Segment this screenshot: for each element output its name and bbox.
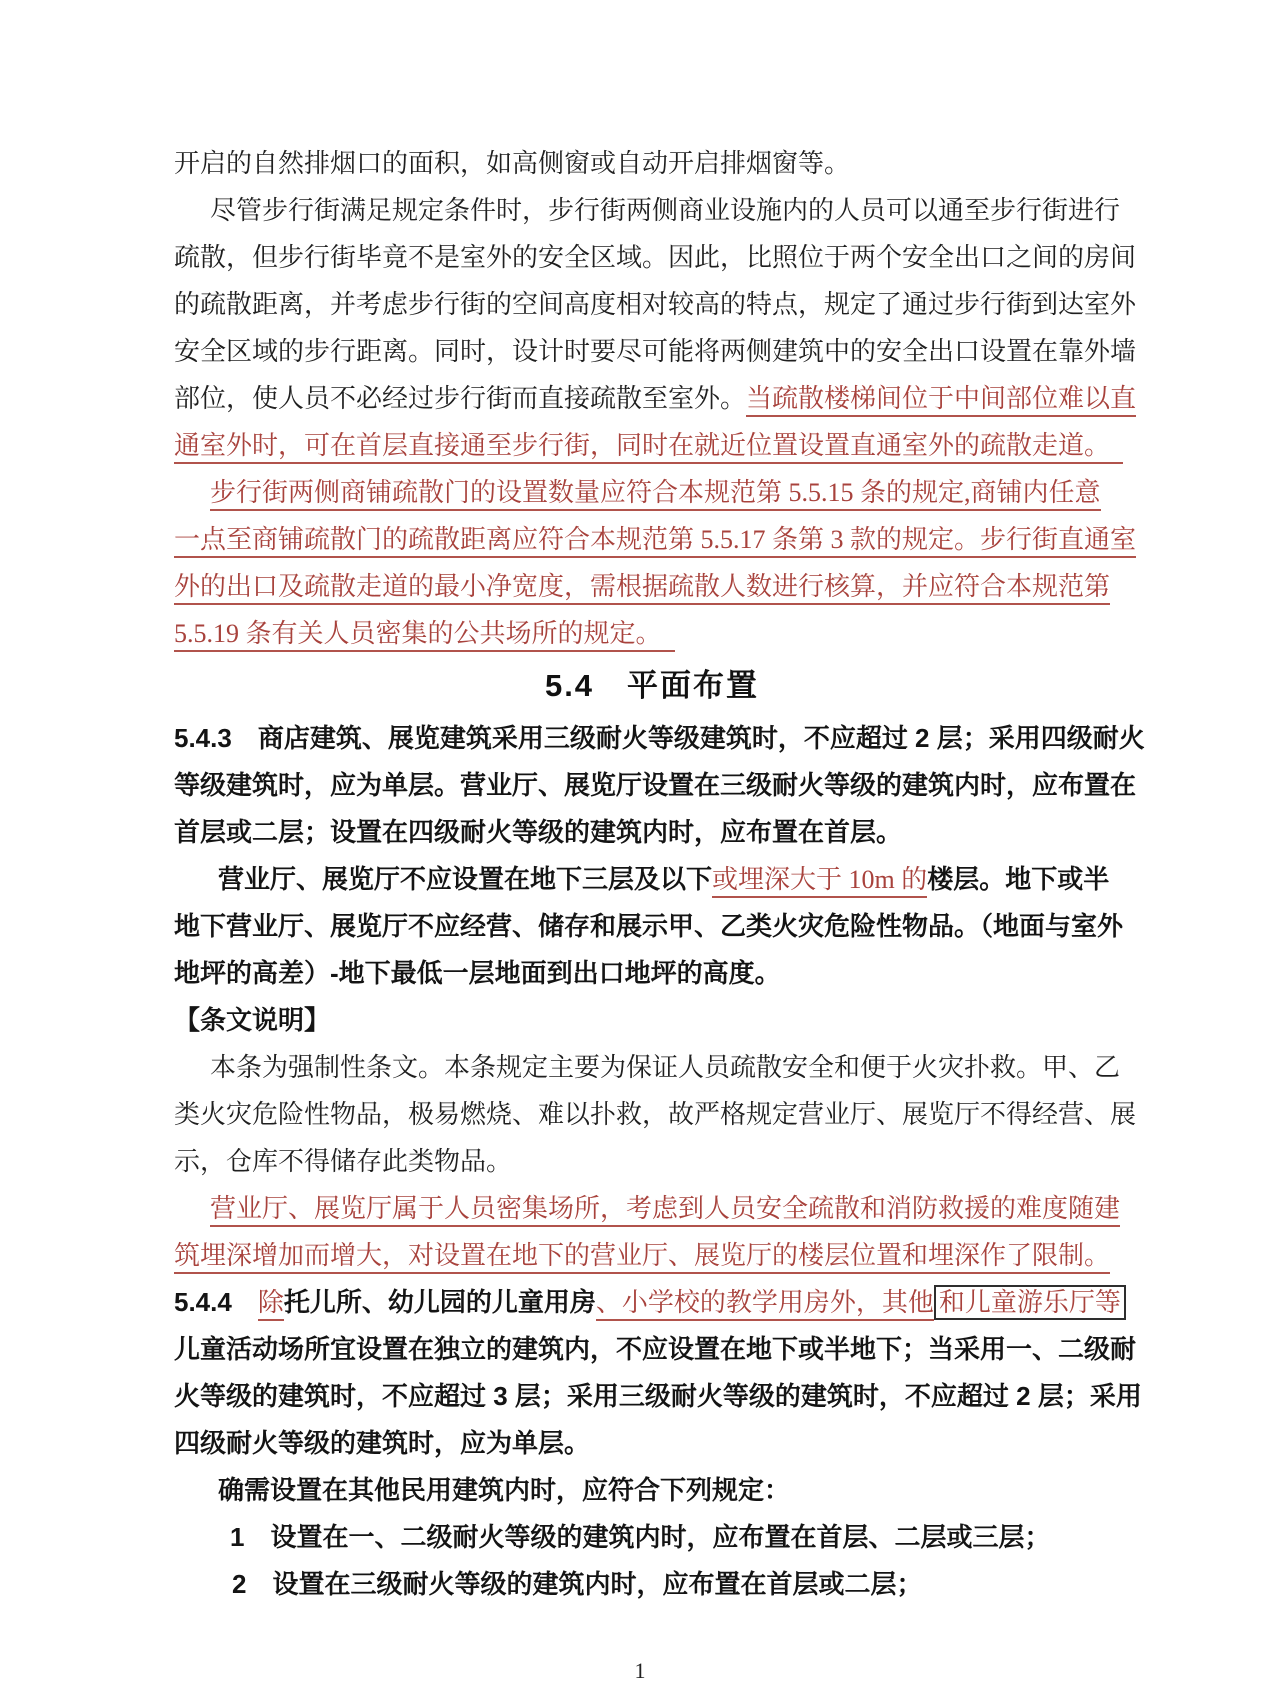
doc-line: [174, 997, 1130, 1044]
inserted-text: [1097, 431, 1123, 464]
clause-text: 四级耐火等级的建筑时，应为单层。: [174, 1428, 591, 1458]
inserted-text: 5.5.19 条有关人员密集的公共场所的规定。: [174, 619, 649, 652]
doc-line: [174, 1420, 1130, 1467]
inserted-text: [649, 619, 675, 652]
doc-line: [174, 950, 1130, 997]
doc-line: [174, 903, 1130, 950]
doc-line: [174, 1138, 1130, 1185]
clause-text: 5.4.4: [174, 1287, 258, 1317]
body-text: 类火灾危险性物品，极易燃烧、难以扑救，故严格规定营业厅、展览厅不得经营、展: [174, 1100, 1137, 1129]
body-text: 安全区域的步行距离。同时，设计时要尽可能将两侧建筑中的安全出口设置在靠外墙: [174, 337, 1137, 366]
body-text: 尽管步行街满足规定条件时，步行街两侧商业设施内的人员可以通至步行街进行: [210, 196, 1121, 225]
doc-line: [174, 281, 1137, 328]
clause-text: 火等级的建筑时，不应超过 3 层；采用三级耐火等级的建筑时，不应超过 2 层；采用: [174, 1381, 1142, 1411]
inserted-text: 或埋深大于 10m 的: [712, 865, 927, 898]
inserted-text: 营业厅、展览厅属于人员密集场所，考虑到人员安全疏散和消防救援的难度随建: [210, 1194, 1120, 1227]
doc-line: [174, 715, 1145, 762]
body-text: 部位，使人员不必经过步行街而直接疏散至室外。: [174, 384, 747, 413]
body-text: 疏散，但步行街毕竟不是室外的安全区域。因此，比照位于两个安全出口之间的房间: [174, 243, 1137, 272]
doc-line: [174, 375, 1137, 422]
doc-line: [174, 1373, 1142, 1420]
doc-line: [174, 1467, 1130, 1514]
doc-line: [174, 1044, 1130, 1091]
page-number: 1: [634, 1658, 646, 1683]
inserted-text: 除: [258, 1288, 284, 1321]
inserted-text: 筑埋深增加而增大，对设置在地下的营业厅、展览厅的楼层位置和埋深作了限制。: [174, 1241, 1110, 1274]
doc-line: [174, 762, 1137, 809]
inserted-text: 一点至商铺疏散门的疏散距离应符合本规范第 5.5.17 条第 3 款的规定。步行街直通室: [174, 525, 1136, 558]
doc-line: [174, 1091, 1137, 1138]
inserted-text: 外的出口及疏散走道的最小净宽度，需根据疏散人数进行核算，并应符合本规范第: [174, 572, 1110, 605]
clause-text: 楼层。地下或半: [927, 864, 1110, 894]
doc-line: [174, 856, 1130, 903]
doc-line: [174, 809, 1130, 856]
clause-text: 等级建筑时，应为单层。营业厅、展览厅设置在三级耐火等级的建筑内时，应布置在: [174, 770, 1137, 800]
clause-text: 地坪的高差）-地下最低一层地面到出口地坪的高度。: [174, 958, 781, 988]
doc-line: [174, 1561, 1130, 1608]
clause-text: 地下营业厅、展览厅不应经营、储存和展示甲、乙类火灾危险性物品。（地面与室外: [174, 911, 1124, 941]
clause-text: 确需设置在其他民用建筑内时，应符合下列规定：: [218, 1475, 791, 1505]
doc-line: [174, 516, 1137, 563]
clause-text: 1 设置在一、二级耐火等级的建筑内时，应布置在首层、二层或三层；: [230, 1522, 1051, 1552]
section-heading: [174, 657, 1130, 715]
inserted-text: 通室外时，可在首层直接通至步行街，同时在就近位置设置直通室外的疏散走道。: [174, 431, 1097, 464]
doc-line: [174, 1232, 1130, 1279]
doc-line: [174, 1185, 1130, 1232]
clause-text: 托儿所、幼儿园的儿童用房: [283, 1287, 596, 1317]
doc-line: [174, 1514, 1130, 1561]
doc-line: [174, 1279, 1130, 1326]
clause-text: 【条文说明】: [174, 1005, 331, 1035]
document-body: [174, 140, 1145, 1608]
clause-text: 2 设置在三级耐火等级的建筑内时，应布置在首层或二层；: [232, 1569, 923, 1599]
body-text: 示，仓库不得储存此类物品。: [174, 1147, 513, 1176]
inserted-text: 步行街两侧商铺疏散门的设置数量应符合本规范第 5.5.15 条的规定,商铺内任意: [210, 478, 1101, 511]
doc-line: [174, 187, 1130, 234]
doc-line: [174, 563, 1130, 610]
inserted-text: 、小学校的教学用房外，其他: [596, 1288, 934, 1321]
body-text: 本条为强制性条文。本条规定主要为保证人员疏散安全和便于火灾扑救。甲、乙: [210, 1053, 1121, 1082]
doc-line: [174, 140, 1130, 187]
boxed-inserted-text: 和儿童游乐厅等: [934, 1285, 1126, 1320]
inserted-text: 当疏散楼梯间位于中间部位难以直: [746, 384, 1136, 417]
doc-line: [174, 610, 1130, 657]
heading-text: 5.4 平面布置: [544, 668, 760, 703]
doc-line: [174, 328, 1137, 375]
doc-line: [174, 234, 1137, 281]
body-text: 开启的自然排烟口的面积，如高侧窗或自动开启排烟窗等。: [174, 149, 851, 178]
doc-line: [174, 422, 1130, 469]
clause-text: 营业厅、展览厅不应设置在地下三层及以下: [218, 864, 713, 894]
body-text: 的疏散距离，并考虑步行街的空间高度相对较高的特点，规定了通过步行街到达室外: [174, 290, 1137, 319]
doc-line: [174, 1326, 1137, 1373]
clause-text: 首层或二层；设置在四级耐火等级的建筑内时，应布置在首层。: [174, 817, 903, 847]
clause-text: 儿童活动场所宜设置在独立的建筑内，不应设置在地下或半地下；当采用一、二级耐: [174, 1334, 1137, 1364]
clause-text: 5.4.3 商店建筑、展览建筑采用三级耐火等级建筑时，不应超过 2 层；采用四级耐火: [174, 723, 1145, 753]
doc-line: [174, 469, 1130, 516]
